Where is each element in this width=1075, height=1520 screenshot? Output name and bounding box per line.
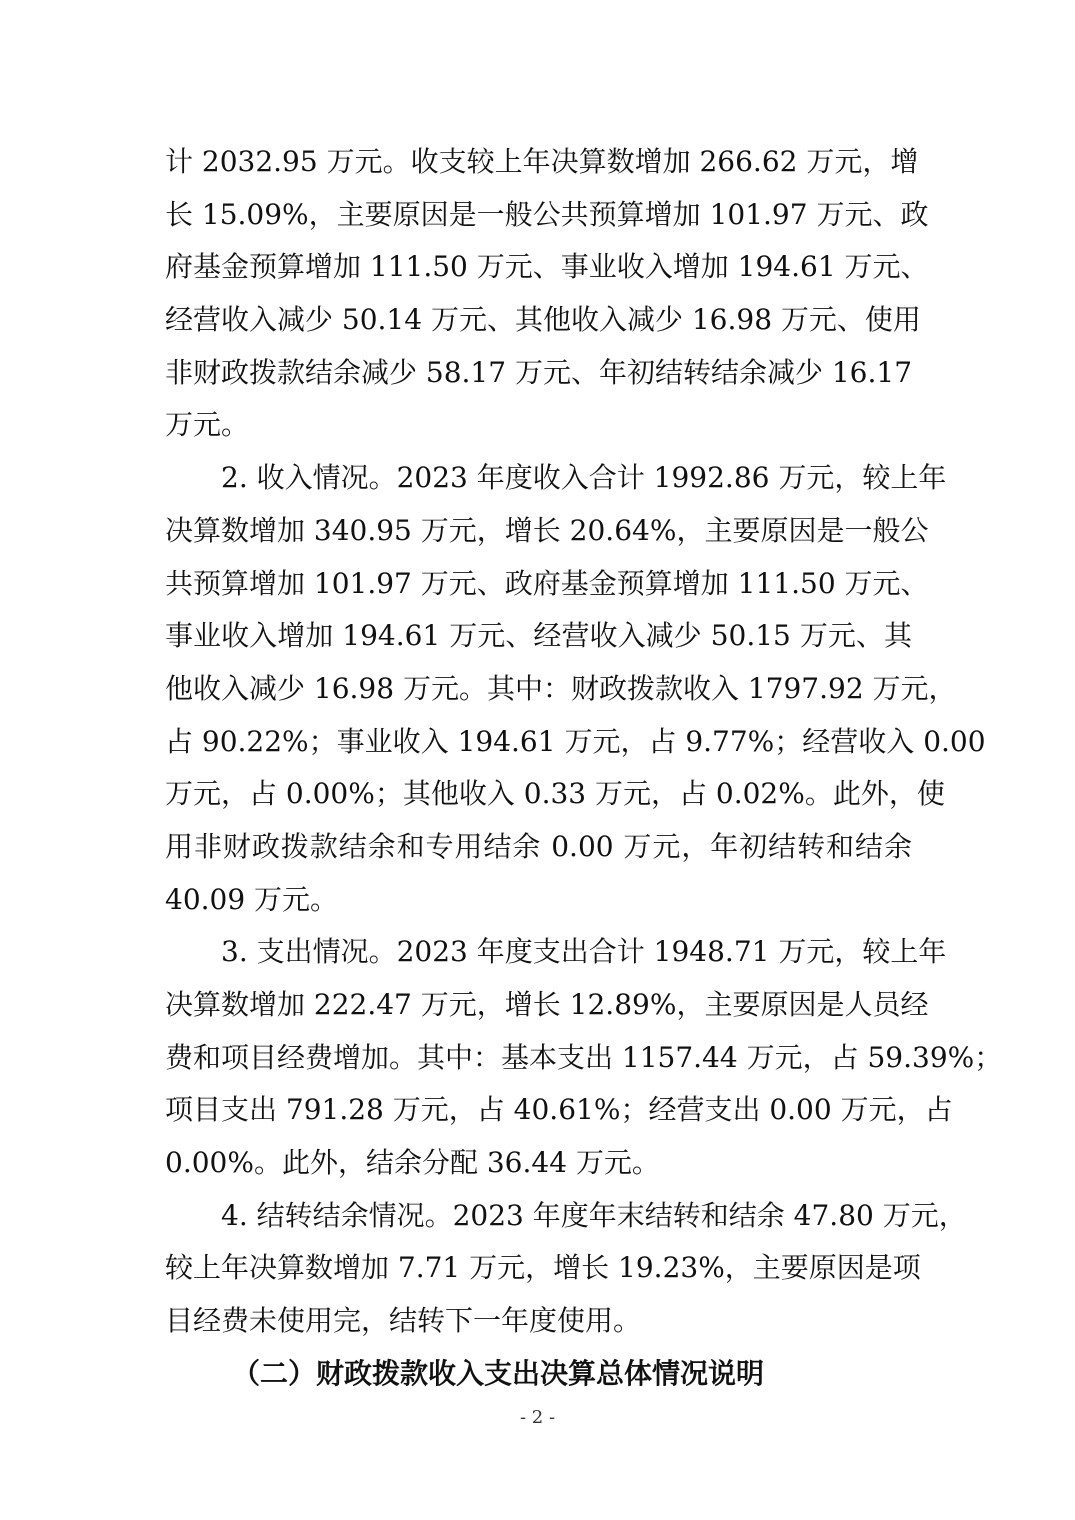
text-line: 长 15.09%，主要原因是一般公共预算增加 101.97 万元、政 <box>165 197 929 231</box>
document-body <box>165 136 1003 1401</box>
text-line: 决算数增加 222.47 万元，增长 12.89%，主要原因是人员经 <box>165 988 929 1021</box>
paragraph <box>165 1190 967 1348</box>
text-line: 项目支出 791.28 万元，占 40.61%；经营支出 0.00 万元，占 <box>165 1093 953 1127</box>
text-line: 较上年决算数增加 7.71 万元，增长 19.23%，主要原因是项 <box>165 1251 921 1285</box>
text-line: 决算数增加 340.95 万元，增长 20.64%，主要原因是一般公 <box>165 513 929 547</box>
text-line: 4. 结转结余情况。2023 年度年末结转和结余 47.80 万元， <box>221 1198 967 1232</box>
text-line: 府基金预算增加 111.50 万元、事业收入增加 194.61 万元、 <box>165 250 929 284</box>
text-line: 经营收入减少 50.14 万元、其他收入减少 16.98 万元、使用 <box>165 303 921 337</box>
text-line: 40.09 万元。 <box>165 882 339 916</box>
text-line: 万元，占 0.00%；其他收入 0.33 万元，占 0.02%。此外，使 <box>165 777 945 811</box>
paragraph <box>165 926 1003 1189</box>
page-number: - 2 - <box>519 1407 556 1428</box>
text-line: 万元。 <box>165 408 250 442</box>
paragraph <box>165 136 929 452</box>
text-line: 0.00%。此外，结余分配 36.44 万元。 <box>165 1146 660 1180</box>
text-line: 2. 收入情况。2023 年度收入合计 1992.86 万元，较上年 <box>221 461 947 495</box>
text-line: 共预算增加 101.97 万元、政府基金预算增加 111.50 万元、 <box>165 566 929 600</box>
section-heading: （二）财政拨款收入支出决算总体情况说明 <box>232 1356 765 1390</box>
text-line: 目经费未使用完，结转下一年度使用。 <box>165 1304 642 1338</box>
text-line: 用非财政拨款结余和专用结余 0.00 万元，年初结转和结余 <box>165 829 912 863</box>
text-line: 占 90.22%；事业收入 194.61 万元，占 9.77%；经营收入 0.00 <box>165 724 986 758</box>
text-line: 事业收入增加 194.61 万元、经营收入减少 50.15 万元、其 <box>165 619 912 653</box>
paragraph <box>165 452 986 926</box>
text-line: 计 2032.95 万元。收支较上年决算数增加 266.62 万元，增 <box>165 145 919 178</box>
text-line: 他收入减少 16.98 万元。其中：财政拨款收入 1797.92 万元， <box>165 671 957 705</box>
text-line: 3. 支出情况。2023 年度支出合计 1948.71 万元，较上年 <box>221 935 947 969</box>
text-line: 非财政拨款结余减少 58.17 万元、年初结转结余减少 16.17 <box>165 355 913 389</box>
text-line: 费和项目经费增加。其中：基本支出 1157.44 万元，占 59.39%； <box>165 1040 1003 1074</box>
